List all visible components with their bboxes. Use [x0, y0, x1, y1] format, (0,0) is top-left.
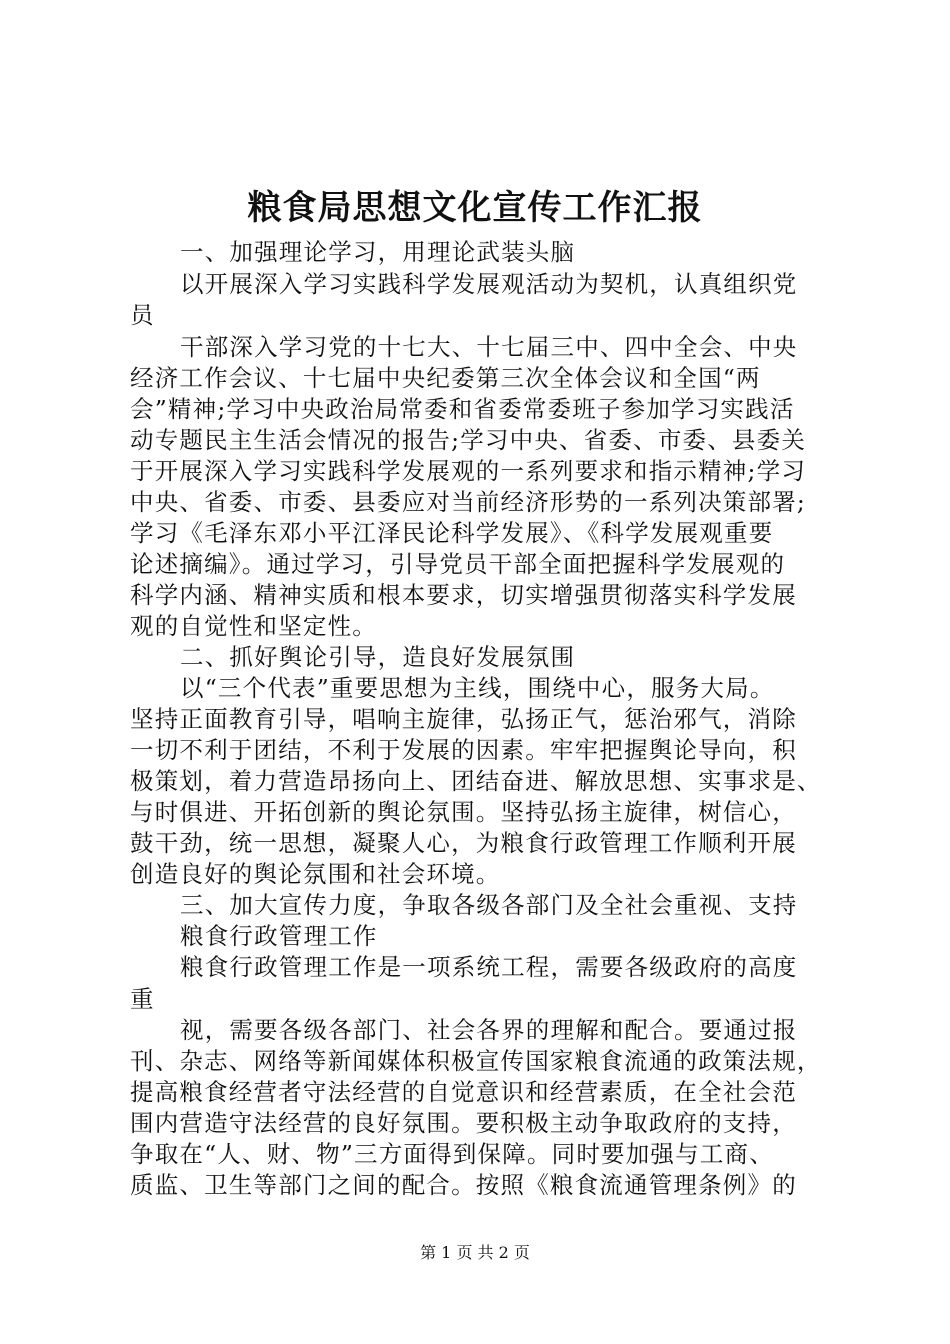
section-heading-3-continued: 粮食行政管理工作 [180, 922, 378, 950]
paragraph-line: 刊、杂志、网络等新闻媒体积极宣传国家粮食流通的政策法规， [130, 1047, 822, 1075]
paragraph-line: 围内营造守法经营的良好氛围。要积极主动争取政府的支持， [130, 1109, 797, 1137]
paragraph-line: 一切不利于团结，不利于发展的因素。牢牢把握舆论导向，积 [130, 736, 797, 764]
paragraph-line: 重 [130, 985, 155, 1013]
paragraph-line: 经济工作会议、十七届中央纪委第三次全体会议和全国“两 [130, 364, 761, 392]
paragraph-line: 争取在“人、财、物”三方面得到保障。同时要加强与工商、 [130, 1140, 774, 1168]
paragraph-line: 与时俱进、开拓创新的舆论氛围。坚持弘扬主旋律，树信心， [130, 798, 797, 826]
paragraph-line: 质监、卫生等部门之间的配合。按照《粮食流通管理条例》的 [130, 1171, 797, 1199]
paragraph-line: 创造良好的舆论氛围和社会环境。 [130, 860, 501, 888]
paragraph-line: 动专题民主生活会情况的报告;学习中央、省委、市委、县委关 [130, 426, 807, 454]
paragraph-line: 会”精神;学习中央政治局常委和省委常委班子参加学习实践活 [130, 395, 795, 423]
section-heading-1: 一、加强理论学习，用理论武装头脑 [180, 238, 576, 266]
section-heading-3: 三、加大宣传力度，争取各级各部门及全社会重视、支持 [180, 891, 798, 919]
paragraph-line: 以开展深入学习实践科学发展观活动为契机，认真组织党 [180, 270, 798, 298]
section-heading-2: 二、抓好舆论引导，造良好发展氛围 [180, 643, 576, 671]
paragraph-line: 鼓干劲，统一思想，凝聚人心，为粮食行政管理工作顺利开展 [130, 829, 797, 857]
paragraph-line: 于开展深入学习实践科学发展观的一系列要求和指示精神;学习 [130, 457, 807, 485]
paragraph-line: 中央、省委、市委、县委应对当前经济形势的一系列决策部署; [130, 488, 807, 516]
paragraph-line: 粮食行政管理工作是一项系统工程，需要各级政府的高度 [180, 953, 798, 981]
paragraph-line: 坚持正面教育引导，唱响主旋律，弘扬正气，惩治邪气，消除 [130, 705, 797, 733]
paragraph-line: 以“三个代表”重要思想为主线，围绕中心，服务大局。 [180, 674, 775, 702]
paragraph-line: 学习《毛泽东邓小平江泽民论科学发展》、《科学发展观重要 [130, 519, 774, 547]
paragraph-line: 观的自觉性和坚定性。 [130, 612, 377, 640]
paragraph-line: 论述摘编》。通过学习，引导党员干部全面把握科学发展观的 [130, 550, 786, 578]
paragraph-line: 极策划，着力营造昂扬向上、团结奋进、解放思想、实事求是、 [130, 767, 822, 795]
document-title: 粮食局思想文化宣传工作汇报 [247, 188, 703, 228]
paragraph-line: 员 [130, 301, 155, 329]
paragraph-line: 干部深入学习党的十七大、十七届三中、四中全会、中央 [180, 333, 798, 361]
paragraph-line: 提高粮食经营者守法经营的自觉意识和经营素质，在全社会范 [130, 1078, 797, 1106]
page-number: 第 1 页 共 2 页 [420, 1243, 530, 1262]
paragraph-line: 科学内涵、精神实质和根本要求，切实增强贯彻落实科学发展 [130, 581, 797, 609]
paragraph-line: 视，需要各级各部门、社会各界的理解和配合。要通过报 [180, 1016, 798, 1044]
